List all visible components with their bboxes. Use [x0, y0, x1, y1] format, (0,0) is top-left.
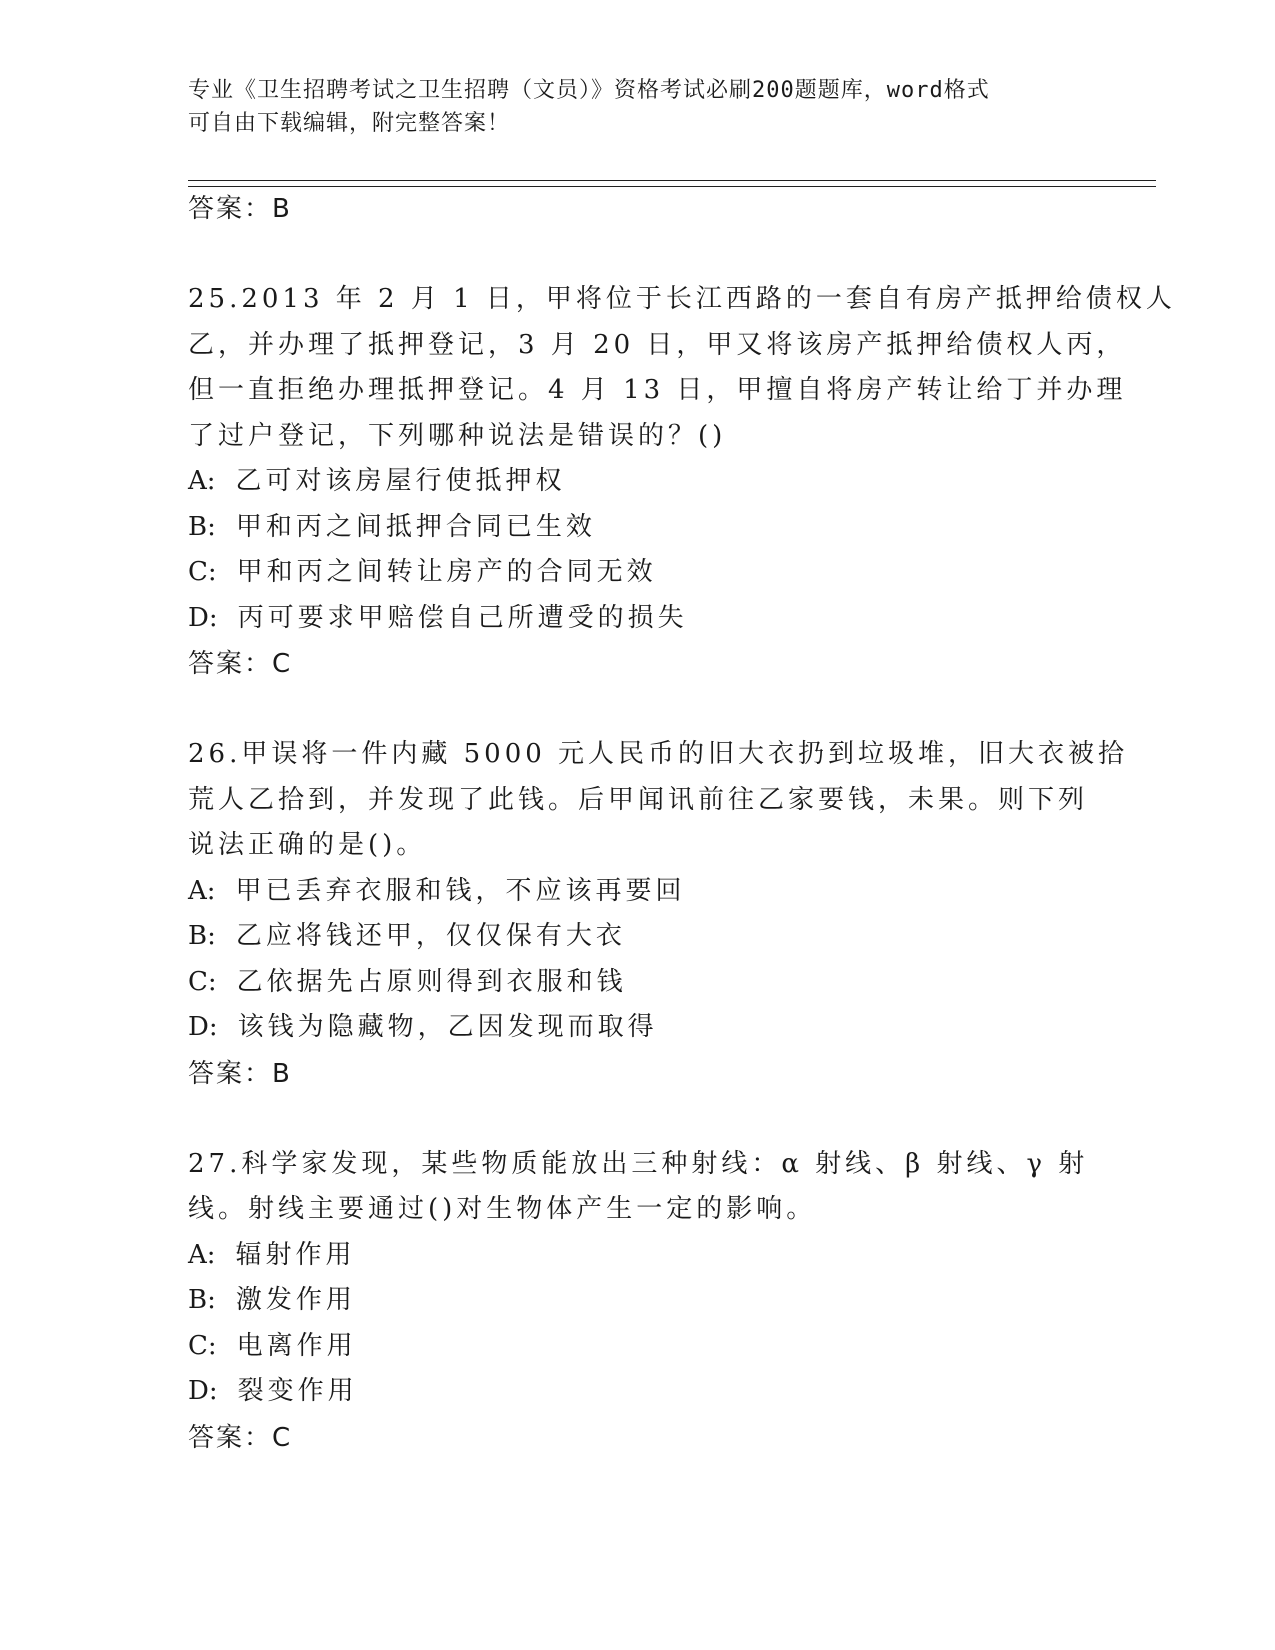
- spacer: [188, 687, 1088, 732]
- header-line-1: 专业《卫生招聘考试之卫生招聘（文员）》资格考试必刷200题题库，word格式: [188, 78, 990, 103]
- question-text-line: 25.2013 年 2 月 1 日，甲将位于长江西路的一套自有房产抵押给债权人: [188, 284, 1176, 314]
- question-text-line: 27.科学家发现，某些物质能放出三种射线：α 射线、β 射线、γ 射: [188, 1148, 1089, 1179]
- header-rule-top: [188, 180, 1156, 181]
- answer-line: 答案：C: [188, 1422, 293, 1453]
- answer-line: 答案：B: [188, 194, 292, 224]
- header-line-2: 可自由下载编辑，附完整答案！: [188, 111, 511, 136]
- question-text-line: 乙，并办理了抵押登记，3 月 20 日，甲又将该房产抵押给债权人丙，: [188, 329, 1127, 360]
- option-d: D: 丙可要求甲赔偿自己所遭受的损失: [188, 602, 688, 633]
- question-list: [188, 186, 1176, 1461]
- option-a: A: 乙可对该房屋行使抵押权: [188, 466, 566, 496]
- question-text-line: 了过户登记，下列哪种说法是错误的？(): [188, 420, 727, 451]
- question-text-line: 线。射线主要通过()对生物体产生一定的影响。: [188, 1194, 817, 1224]
- question-text-line: 但一直拒绝办理抵押登记。4 月 13 日，甲擅自将房产转让给丁并办理: [188, 375, 1127, 405]
- page-header: [188, 74, 1068, 140]
- option-b: B: 甲和丙之间抵押合同已生效: [188, 511, 596, 542]
- spacer: [188, 232, 1088, 277]
- question-text-line: 26.甲误将一件内藏 5000 元人民币的旧大衣扔到垃圾堆，旧大衣被拾: [188, 739, 1129, 769]
- question-block-25: [188, 277, 1176, 687]
- option-d: D: 裂变作用: [188, 1376, 358, 1406]
- option-c: C: 乙依据先占原则得到衣服和钱: [188, 966, 627, 997]
- option-d: D: 该钱为隐藏物，乙因发现而取得: [188, 1012, 658, 1042]
- option-b: B: 激发作用: [188, 1285, 356, 1315]
- option-b: B: 乙应将钱还甲，仅仅保有大衣: [188, 921, 626, 951]
- question-text-line: 荒人乙拾到，并发现了此钱。后甲闻讯前往乙家要钱，未果。则下列: [188, 784, 1089, 815]
- question-text-line: 说法正确的是()。: [188, 830, 427, 860]
- option-a: A: 甲已丢弃衣服和钱，不应该再要回: [188, 875, 686, 906]
- option-a: A: 辐射作用: [188, 1239, 356, 1270]
- spacer: [188, 1097, 1088, 1142]
- question-block-26: [188, 732, 1129, 1097]
- answer-line: 答案：C: [188, 649, 293, 679]
- answer-line: 答案：B: [188, 1058, 292, 1089]
- option-c: C: 电离作用: [188, 1330, 357, 1361]
- option-c: C: 甲和丙之间转让房产的合同无效: [188, 557, 657, 587]
- question-block-27: [188, 1142, 1088, 1461]
